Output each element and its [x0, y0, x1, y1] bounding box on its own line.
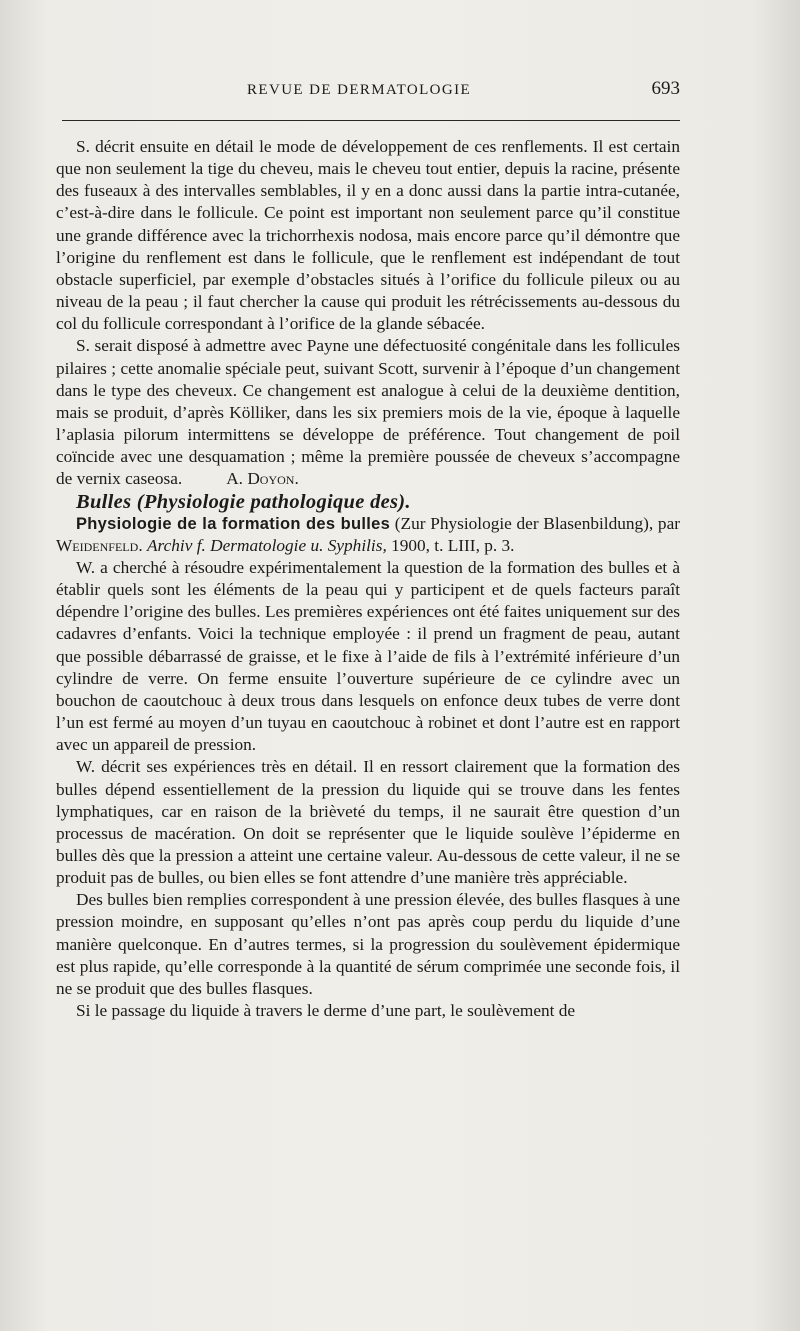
- paragraph: S. décrit ensuite en détail le mode de développement de ces renflements. Il est certain que non seulement la tige du cheveu, mais le cheveu tout entier, depuis la racine, présente des fuseaux à des intervalles semblables, il y en a donc aussi dans la partie intra-cutanée, c’est-à-dire dans le follicule. Ce point est important non seulement parce qu’il constitue une grande différence avec la trichorrhexis nodosa, mais encore parce qu’il démontre que l’origine du renflement est dans le follicule, que le renflement est indépendant de tout obstacle superficiel, par exemple d’obstacles situés à l’orifice du follicule pileux ou au niveau de la peau ; il faut chercher la cause qui produit les rétrécissements au-dessous du col du follicule correspondant à l’orifice de la glande sébacée.: [56, 137, 680, 334]
- article-reference: [56, 513, 680, 557]
- paragraph-text: S. serait disposé à admettre avec Payne une défectuosité congénitale dans les follicules pilaires ; cette anomalie spéciale peut, suivant Scott, survenir à l’époque d’un changement dans le type des cheveux. Ce changement est analogue à celui de la deuxième dentition, mais se produit, d’après Kölliker, dans les six premiers mois de la vie, époque à laquelle l’aplasia pilorum intermittens se développe de préférence. Tout changement de poil coïncide avec une desquamation ; même la première poussée de cheveux s’accompagne de vernix caseosa.: [56, 336, 680, 489]
- page-header: [62, 76, 682, 106]
- page-body: [56, 136, 680, 1022]
- reference-text: (Zur Physiologie der Blasenbildung), par: [390, 513, 680, 533]
- page-number: 693: [651, 78, 680, 99]
- reference-text: 1900, t. LIII, p. 3.: [386, 535, 515, 555]
- paragraph: W. décrit ses expériences très en détail. Il en ressort clairement que la formation des bulles dépend essentiellement de la pression du liquide qui se trouve dans les fentes lymphatiques, car en raison de la brièveté du temps, il ne saurait être question d’un processus de macération. On doit se représenter que le liquide soulève l’épiderme en bulles dès que la pression a atteint une certaine valeur. Au-dessous de cette valeur, il ne se produit pas de bulles, ou bien elles se font attendre d’une manière très appréciable.: [56, 757, 680, 888]
- article-author: Weidenfeld: [56, 535, 139, 555]
- section-title: Bulles (Physiologie pathologique des).: [76, 490, 411, 513]
- article-title: Physiologie de la formation des bulles: [76, 514, 391, 533]
- running-title: REVUE DE DERMATOLOGIE: [247, 82, 472, 98]
- journal-name: Archiv f. Dermatologie u. Syphilis,: [146, 535, 387, 555]
- author-signature: A. Doyon.: [226, 469, 299, 489]
- paragraph: W. a cherché à résoudre expérimentalement la question de la formation des bulles et à établir quels sont les éléments de la peau qui y participent et de quels facteurs paraît dépendre l’origine des bulles. Les premières expériences ont été faites uniquement sur des cadavres d’enfants. Voici la technique employée : il prend un fragment de peau, autant que possible débarrassé de graisse, et le fixe à l’aide de fils à l’extrémité inférieure d’un cylindre de verre. On ferme ensuite l’ouverture supérieure de ce cylindre avec un bouchon de caoutchouc à deux trous dans lesquels on enfonce deux tubes de verre dont l’un est fermé au moyen d’un tuyau en caoutchouc à robinet et dont l’autre est en rapport avec un appareil de pression.: [56, 557, 680, 755]
- header-rule: [62, 120, 680, 121]
- paragraph: Si le passage du liquide à travers le derme d’une part, le soulèvement de: [76, 1001, 576, 1021]
- paragraph: Des bulles bien remplies correspondent à une pression élevée, des bulles flasques à une pression moindre, en supposant qu’elles n’ont pas après coup perdu du liquide d’une manière quelconque. En d’autres termes, si la progression du soulèvement épidermique est plus rapide, qu’elle corresponde à la quantité de sérum comprimée une seconde fois, il ne se produit que des bulles flasques.: [56, 890, 680, 998]
- reference-text: .: [138, 535, 147, 555]
- paragraph: [56, 335, 680, 490]
